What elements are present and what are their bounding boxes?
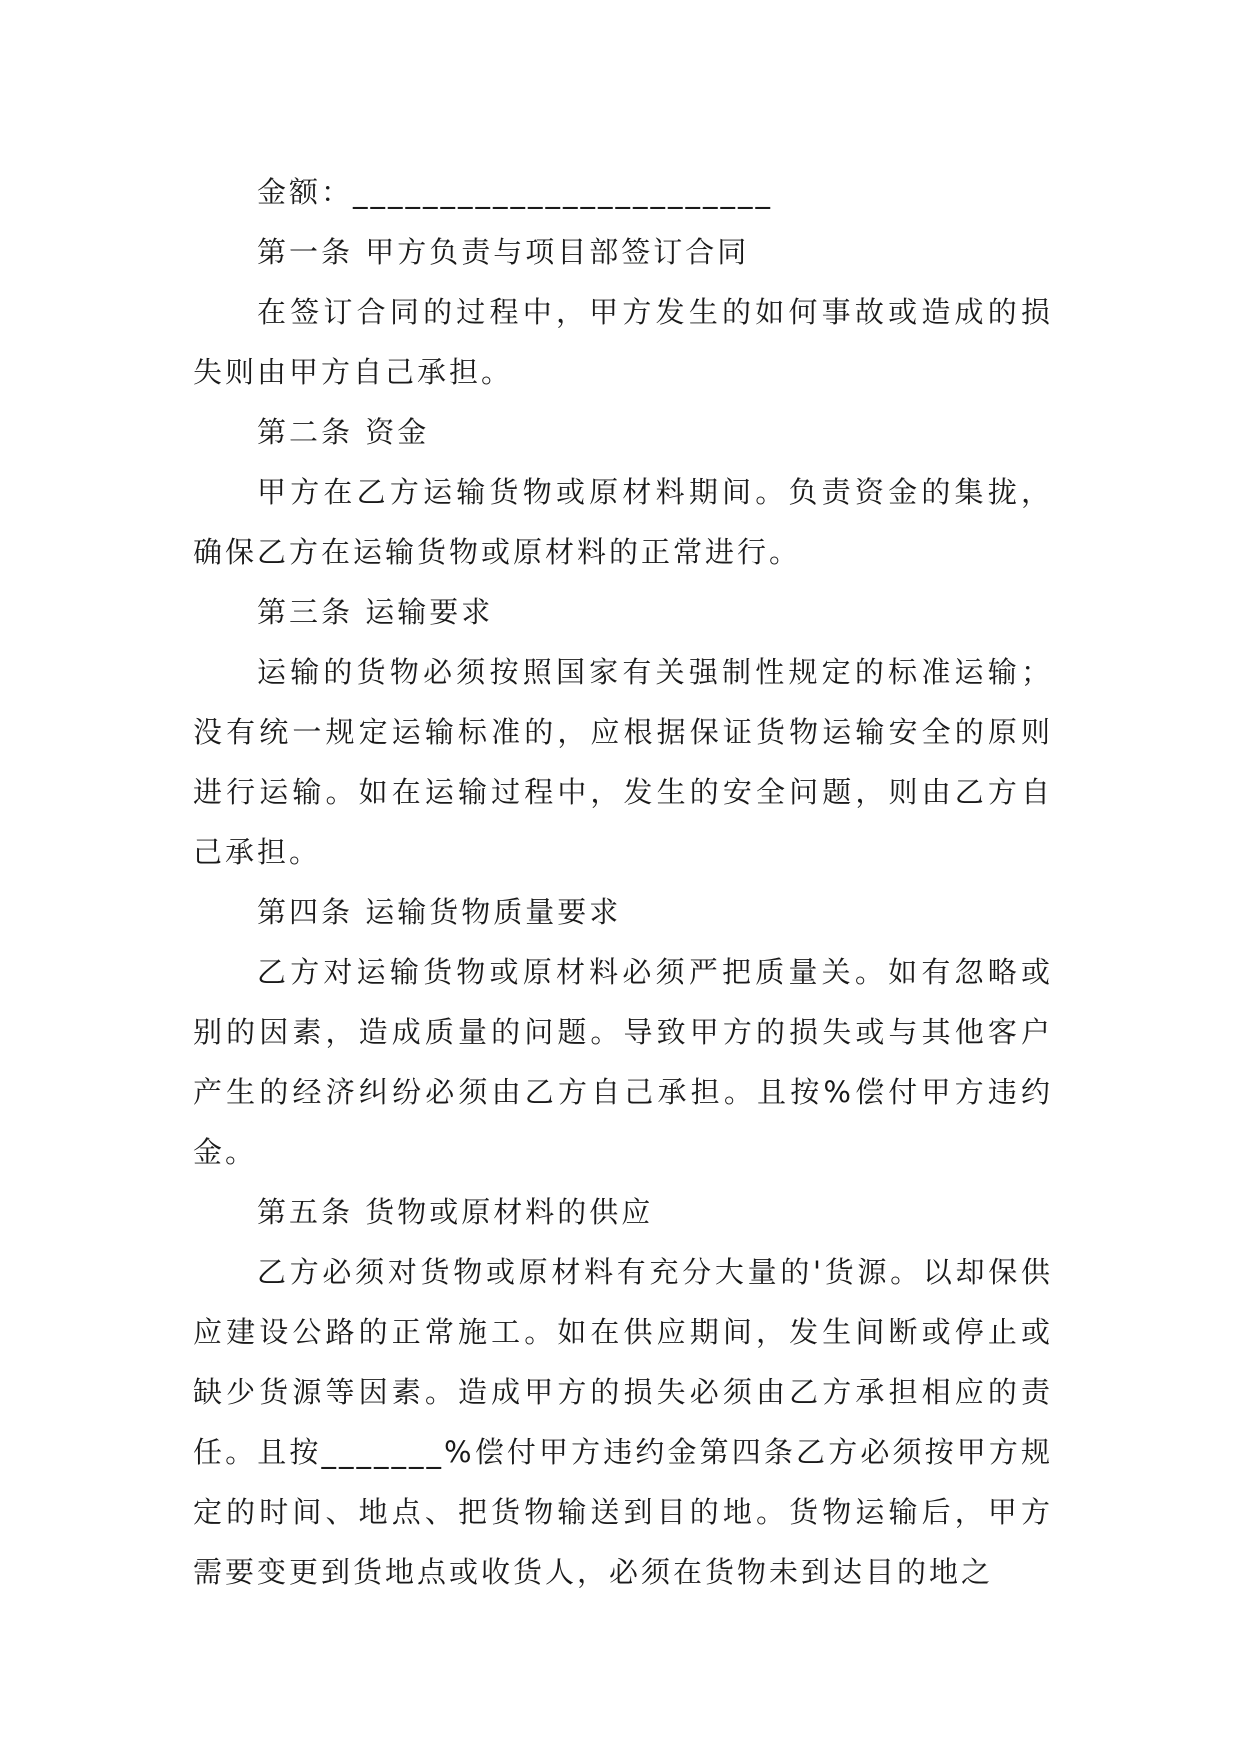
article-3-text: 运输的货物必须按照国家有关强制性规定的标准运输；没有统一规定运输标准的，应根据保证货物运输安全的原则进行运输。如在运输过程中，发生的安全问题，则由乙方自己承担。 xyxy=(193,655,1053,869)
article-4-text: 乙方对运输货物或原材料必须严把质量关。如有忽略或别的因素，造成质量的问题。导致甲方的损失或与其他客户产生的经济纠纷必须由乙方自己承担。且按%偿付甲方违约金。 xyxy=(193,955,1053,1169)
article-1-title: 第一条 甲方负责与项目部签订合同 xyxy=(257,235,750,269)
document-body xyxy=(193,162,1053,1602)
article-1-text: 在签订合同的过程中，甲方发生的如何事故或造成的损失则由甲方自己承担。 xyxy=(193,295,1053,389)
article-2-title: 第二条 资金 xyxy=(257,415,430,449)
article-5-text: 乙方必须对货物或原材料有充分大量的'货源。以却保供应建设公路的正常施工。如在供应期间，发生间断或停止或缺少货源等因素。造成甲方的损失必须由乙方承担相应的责任。且按_______%偿付甲方违约金第四条乙方必须按甲方规定的时间、地点、把货物输送到目的地。货物运输后，甲方需要变更到货地点或收货人，必须在货物未到达目的地之 xyxy=(193,1255,1053,1589)
amount-line: 金额：________________________ xyxy=(257,175,774,209)
article-5-title: 第五条 货物或原材料的供应 xyxy=(257,1195,654,1229)
article-3-title: 第三条 运输要求 xyxy=(257,595,494,629)
article-4-title: 第四条 运输货物质量要求 xyxy=(257,895,622,929)
article-2-text: 甲方在乙方运输货物或原材料期间。负责资金的集拢，确保乙方在运输货物或原材料的正常进行。 xyxy=(193,475,1053,569)
